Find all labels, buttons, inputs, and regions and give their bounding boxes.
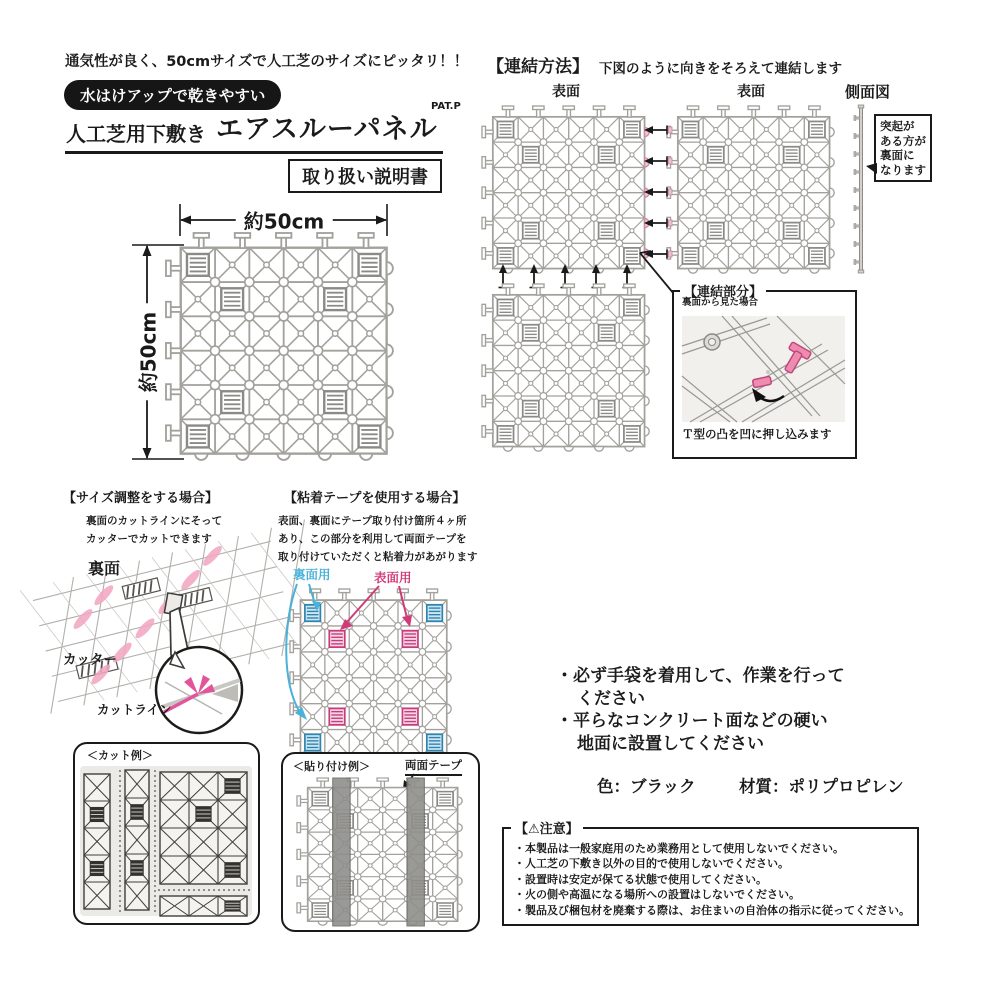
joint-illustration <box>682 316 845 422</box>
caution-title: 【⚠注意】 <box>511 818 583 837</box>
joint-box-caption: Ｔ型の凸を凹に押し込みます <box>682 427 832 441</box>
feature-badge: 水はけアップで乾きやすい <box>64 80 281 110</box>
size-adjust-desc1: 裏面のカットラインにそって <box>86 515 223 527</box>
handling-line2: ください <box>577 689 645 709</box>
back-tape-label: 裏面用 <box>293 567 331 582</box>
tape-example-diagram <box>297 778 463 926</box>
caution-item: ・製品及び梱包材を廃棄する際は、お住まいの自治体の指示に従ってください。 <box>514 903 910 917</box>
caution-box <box>502 822 919 926</box>
document-type-box: 取り扱い説明書 <box>288 159 442 193</box>
joint-detail-box <box>672 285 857 459</box>
size-adjust-desc2: カッターでカットできます <box>86 533 212 545</box>
front-face-label-1: 表面 <box>552 84 580 100</box>
height-label: 約50cm <box>133 304 162 401</box>
product-category: 人工芝用下敷き <box>66 122 206 146</box>
side-view-label: 側面図 <box>845 83 891 101</box>
caution-item: ・設置時は安定が保てる状態で使用してください。 <box>514 872 767 886</box>
cut-example-diagram <box>78 766 254 918</box>
double-sided-tape-label: 両面テープ <box>405 759 462 776</box>
tape-example-title: ＜貼り付け例＞ <box>293 760 370 773</box>
side-note-line: 突起が <box>880 119 915 133</box>
side-note-line: 裏面に <box>880 148 915 162</box>
handling-line3: ・平らなコンクリート面などの硬い <box>556 711 828 731</box>
cutline-label: カットライン <box>97 702 172 717</box>
panel-front-diagram-left <box>482 106 650 274</box>
join-left-arrows-icon <box>643 120 675 262</box>
tagline: 通気性が良く、50cmサイズで人工芝のサイズにピッタリ！！ <box>65 54 469 70</box>
tape-desc1: 表面、裏面にテープ取り付け箇所４ヶ所 <box>278 515 467 527</box>
joint-box-subtitle: 裏面から見た場合 <box>682 297 759 308</box>
panel-front-diagram-right <box>667 106 835 274</box>
panel-front-diagram-bottom <box>482 284 650 452</box>
connection-subtitle: 下図のように向きをそろえて連結します <box>599 61 842 77</box>
cut-example-title: ＜カット例＞ <box>87 749 153 762</box>
side-note-line: ある方が <box>880 133 926 148</box>
tape-title: 【粘着テープを使用する場合】 <box>284 491 466 506</box>
tape-desc2: あり、この部分を利用して両面テープを <box>278 533 467 545</box>
cut-example-box <box>73 742 260 925</box>
front-tape-label: 表面用 <box>374 570 412 585</box>
size-adjust-title: 【サイズ調整をする場合】 <box>63 491 218 506</box>
panel-side-view-diagram <box>853 103 865 277</box>
side-note-bubble <box>874 114 932 182</box>
panel-top-view-diagram <box>166 233 394 461</box>
patent-mark: PAT.P <box>431 101 461 112</box>
back-face-label: 裏面 <box>88 559 121 578</box>
handling-line4: 地面に設置してください <box>577 734 764 754</box>
spec-material: 材質：ポリプロピレン <box>739 777 904 796</box>
handling-line1: ・必ず手袋を着用して、作業を行って <box>556 666 845 686</box>
title-underline <box>65 151 443 154</box>
caution-item: ・火の側や高温になる場所への設置はしないでください。 <box>514 888 800 902</box>
joint-box-title: 【連結部分】 <box>680 281 766 300</box>
spec-color: 色：ブラック <box>597 777 696 796</box>
tape-desc3: 取り付けていただくと粘着力があがります <box>278 551 478 563</box>
caution-item: ・人工芝の下敷き以外の目的で使用しないでください。 <box>514 857 789 871</box>
tape-position-diagram <box>290 589 452 761</box>
connection-title: 【連結方法】 <box>487 57 589 77</box>
side-note-line: なります <box>880 162 926 177</box>
product-name: エアスルーパネル <box>216 114 438 145</box>
width-label: 約50cm <box>236 206 333 235</box>
cutter-label: カッター <box>63 652 117 668</box>
tape-example-box <box>281 752 480 932</box>
front-face-label-2: 表面 <box>737 84 765 100</box>
caution-item: ・本製品は一般家庭用のため業務用として使用しないでください。 <box>514 842 844 855</box>
